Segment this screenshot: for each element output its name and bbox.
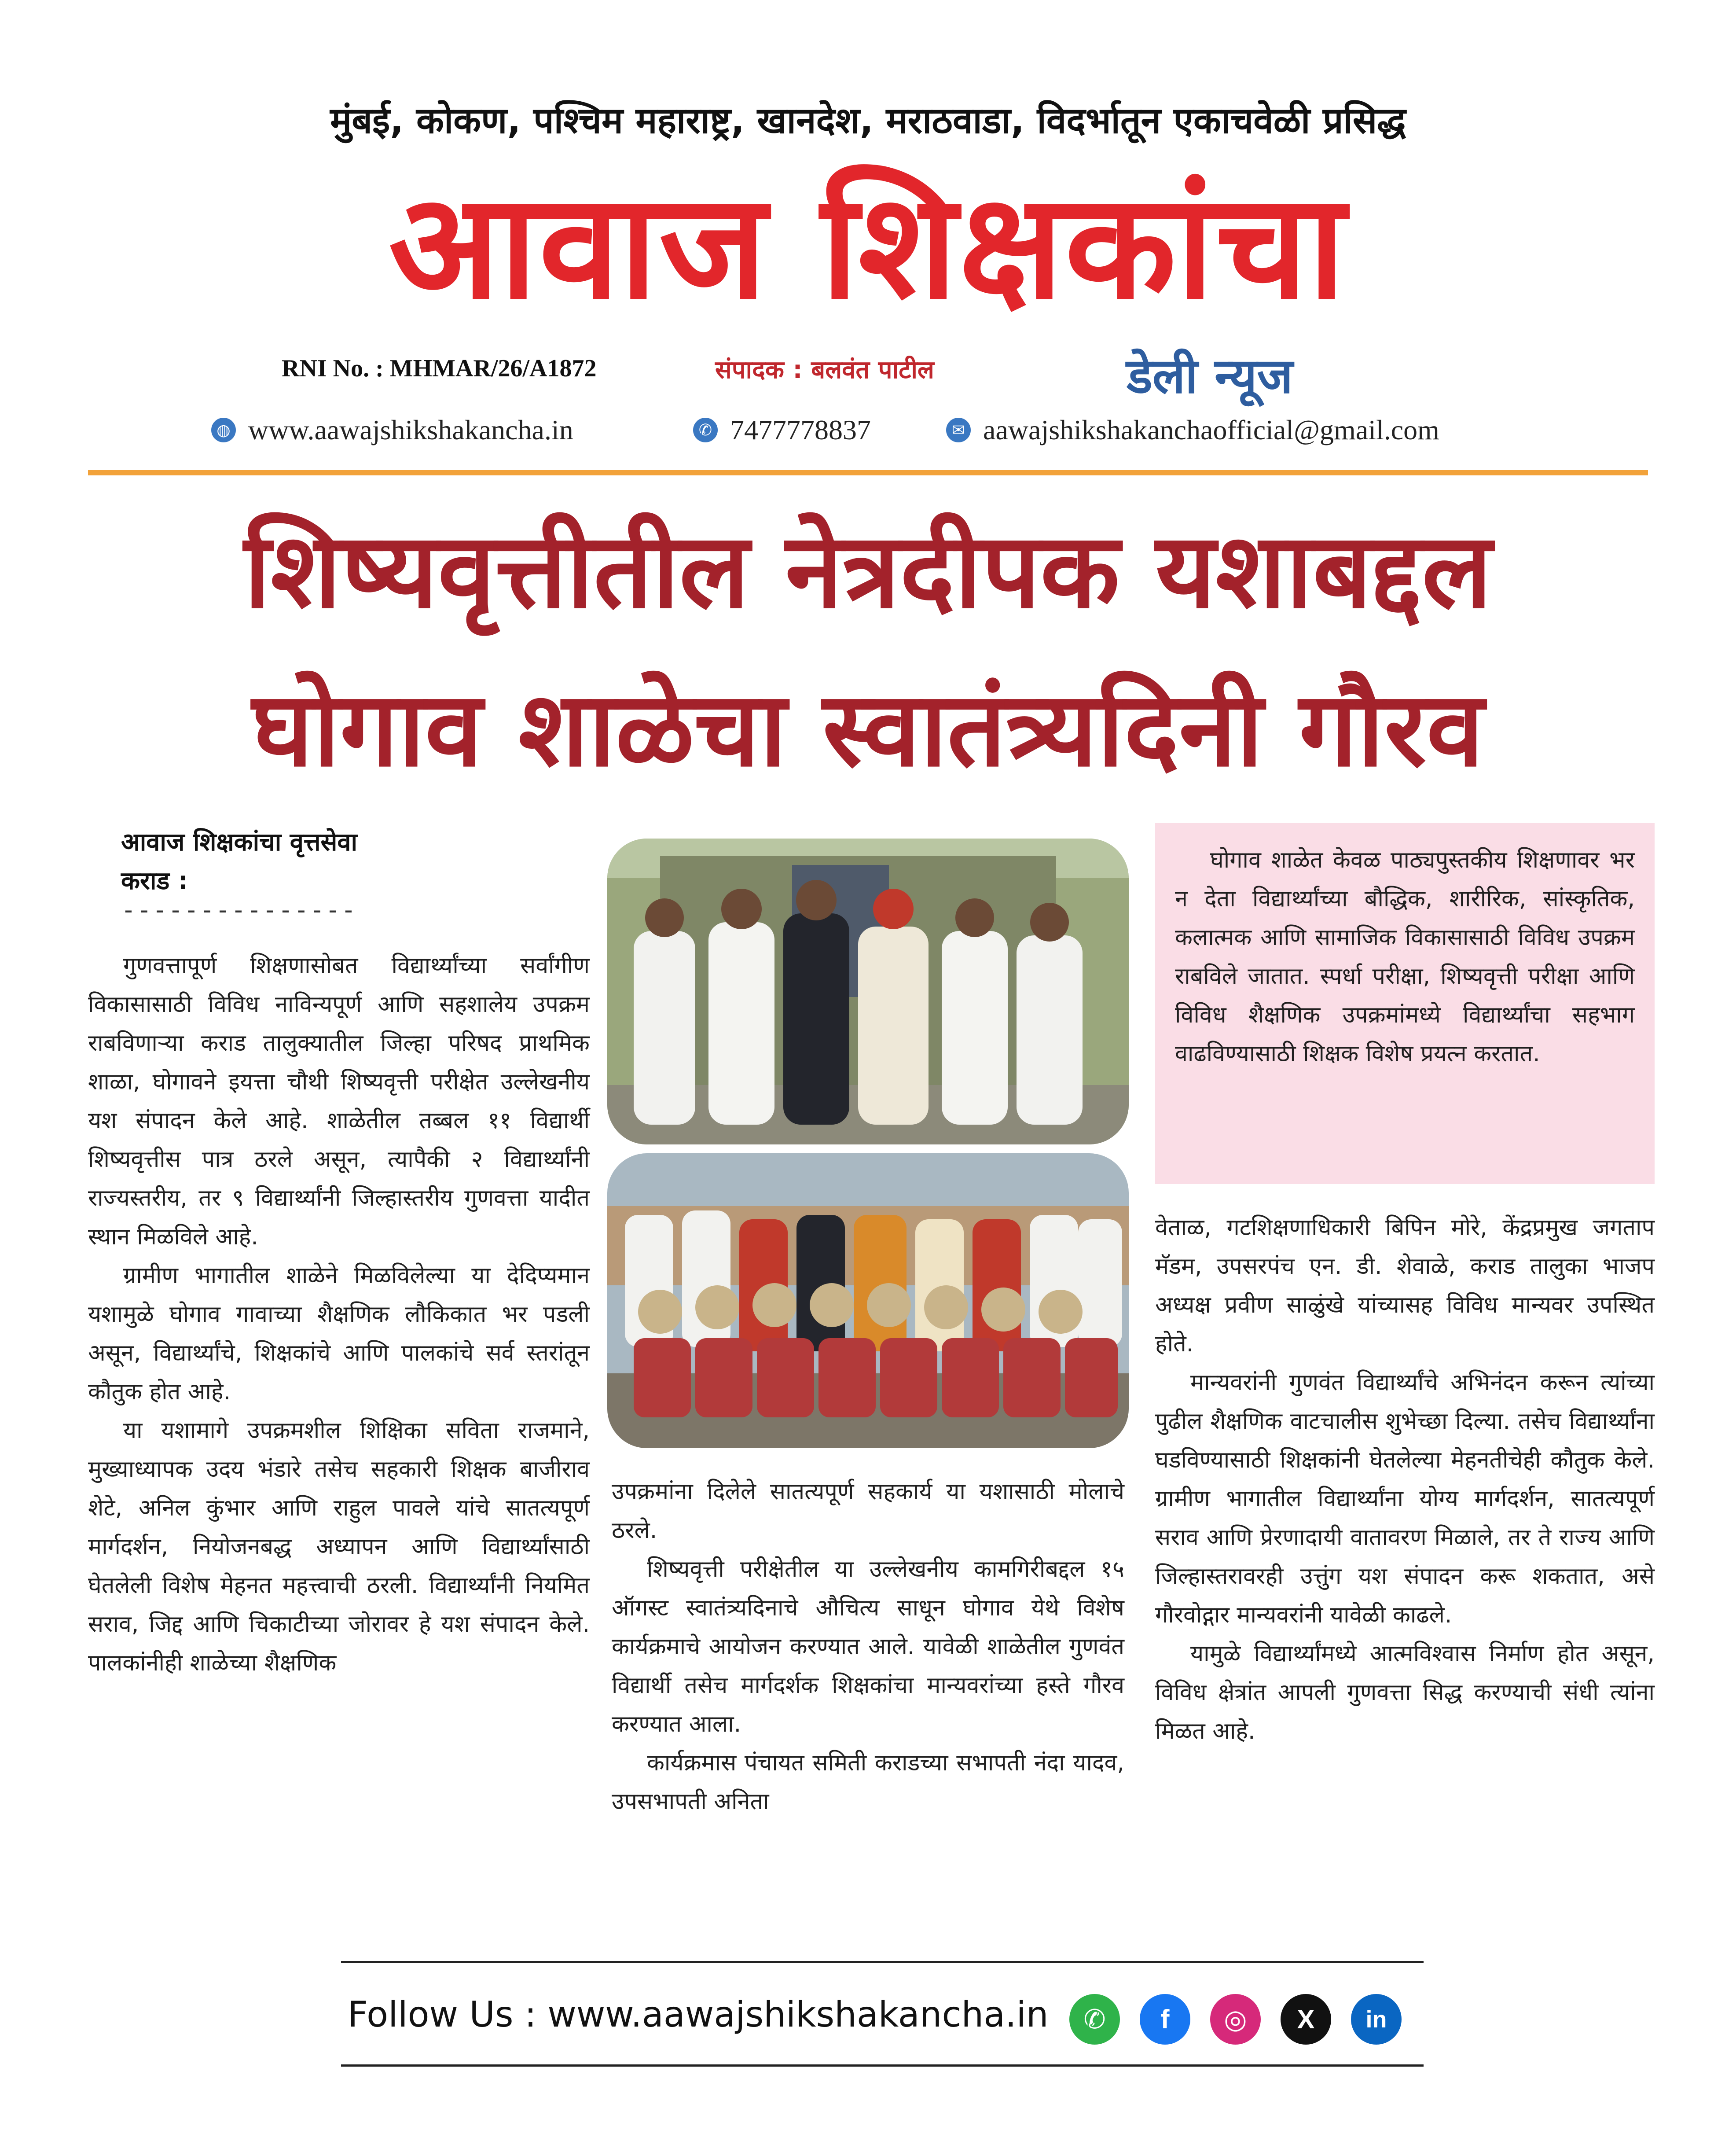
phone-icon: ✆ <box>693 418 718 442</box>
byline <box>121 823 357 901</box>
byline-separator: --------------- <box>121 896 357 924</box>
rni-number: RNI No. : MHMAR/26/A1872 <box>282 355 597 382</box>
instagram-icon[interactable]: ◎ <box>1210 1994 1261 2045</box>
headline-line-1: शिष्यवृत्तीतील नेत्रदीपक यशाबद्दल <box>244 511 1492 631</box>
paragraph: मान्यवरांनी गुणवंत विद्यार्थ्यांचे अभिनंदन करून त्यांच्या पुढील शैक्षणिक वाटचालीस शुभेच्छा दिल्या. तसेच विद्यार्थ्यांना घडविण्यासाठी शिक्षकांनी घेतलेल्या मेहनतीचेही कौतुक केले. ग्रामीण भागातील विद्यार्थ्यांना योग्य मार्गदर्शन, सातत्यपूर्ण सराव आणि प्रेरणादायी वातावरण मिळाले, तर ते राज्य आणि जिल्हास्तरावरही उत्तुंग यश संपादन करू शकतात, असे गौरवोद्गार मान्यवरांनी यावेळी काढले. <box>1155 1369 1655 1628</box>
follow-us[interactable]: Follow Us : www.aawajshikshakancha.in <box>348 1994 1049 2035</box>
edition-label: डेली न्यूज <box>1127 348 1293 404</box>
article-column-2 <box>612 1472 1124 1821</box>
header-divider <box>88 470 1648 475</box>
byline-location: कराड : <box>121 867 188 895</box>
website-link[interactable]: www.aawajshikshakancha.in <box>248 414 573 445</box>
tagline: मुंबई, कोकण, पश्चिम महाराष्ट्र, खानदेश, मराठवाडा, विदर्भातून एकाचवेळी प्रसिद्ध <box>330 100 1406 142</box>
article-column-1 <box>88 946 590 1682</box>
email-icon: ✉ <box>946 418 971 442</box>
footer-rule-top <box>341 1961 1424 1963</box>
paragraph: उपक्रमांना दिलेले सातत्यपूर्ण सहकार्य या यशासाठी मोलाचे ठरले. <box>612 1479 1124 1544</box>
whatsapp-icon[interactable]: ✆ <box>1069 1994 1120 2045</box>
highlight-text: घोगाव शाळेत केवळ पाठ्यपुस्तकीय शिक्षणावर भर न देता विद्यार्थ्यांच्या बौद्धिक, शारीरिक, सांस्कृतिक, कलात्मक आणि सामाजिक विकासासाठी विविध उपक्रम राबविले जातात. स्पर्धा परीक्षा, शिष्यवृत्ती परीक्षा आणि विविध शैक्षणिक उपक्रमांमध्ये विद्यार्थ्यांचा सहभाग वाढविण्यासाठी शिक्षक विशेष प्रयत्न करतात. <box>1175 847 1635 1067</box>
paragraph: शिष्यवृत्ती परीक्षेतील या उल्लेखनीय कामगिरीबद्दल १५ ऑगस्ट स्वातंत्र्यदिनाचे औचित्य साधून घोगाव येथे विशेष कार्यक्रमाचे आयोजन करण्यात आले. यावेळी शाळेतील गुणवंत विद्यार्थी तसेच मार्गदर्शक शिक्षकांचा मान्यवरांच्या हस्ते गौरव करण्यात आला. <box>612 1556 1124 1737</box>
masthead: आवाज शिक्षकांचा <box>389 162 1347 331</box>
linkedin-icon[interactable]: in <box>1351 1994 1402 2045</box>
facebook-icon[interactable]: f <box>1140 1994 1190 2045</box>
x-icon[interactable]: X <box>1281 1994 1331 2045</box>
byline-agency: आवाज शिक्षकांचा वृत्तसेवा <box>121 828 358 857</box>
paragraph: यामुळे विद्यार्थ्यांमध्ये आत्मविश्वास निर्माण होत असून, विविध क्षेत्रांत आपली गुणवत्ता सिद्ध करण्याची संधी त्यांना मिळत आहे. <box>1155 1641 1655 1744</box>
website-contact[interactable] <box>211 414 573 446</box>
paragraph: ग्रामीण भागातील शाळेने मिळविलेल्या या देदिप्यमान यशामुळे घोगाव गावाच्या शैक्षणिक लौकिकात भर पडली असून, विद्यार्थ्यांचे, शिक्षकांचे आणि पालकांचे सर्व स्तरांतून कौतुक होत आहे. <box>88 1262 590 1405</box>
phone-contact[interactable] <box>693 414 871 446</box>
email-address[interactable]: aawajshikshakanchaofficial@gmail.com <box>983 414 1439 445</box>
editor-name: संपादक : बलवंत पाटील <box>715 356 934 384</box>
paragraph: कार्यक्रमास पंचायत समिती कराडच्या सभापती नंदा यादव, उपसभापती अनिता <box>612 1750 1124 1815</box>
highlight-box <box>1155 823 1655 1184</box>
phone-number[interactable]: 7477778837 <box>730 414 871 445</box>
paragraph: वेताळ, गटशिक्षणाधिकारी बिपिन मोरे, केंद्रप्रमुख जगताप मॅडम, उपसरपंच एन. डी. शेवाळे, कराड तालुका भाजप अध्यक्ष प्रवीण साळुंखे यांच्यासह विविध मान्यवर उपस्थित होते. <box>1155 1214 1655 1357</box>
photo-students-ceremony <box>607 1153 1129 1448</box>
headline-line-2: घोगाव शाळेचा स्वातंत्र्यदिनी गौरव <box>252 670 1484 790</box>
paragraph: गुणवत्तापूर्ण शिक्षणासोबत विद्यार्थ्यांच्या सर्वांगीण विकासासाठी विविध नाविन्यपूर्ण आणि सहशालेय उपक्रम राबविणाऱ्या कराड तालुक्यातील जिल्हा परिषद प्राथमिक शाळा, घोगावने इयत्ता चौथी शिष्यवृत्ती परीक्षेत उल्लेखनीय यश संपादन केले आहे. शाळेतील तब्बल ११ विद्यार्थी शिष्यवृत्तीस पात्र ठरले असून, त्यापैकी २ विद्यार्थ्यांनी राज्यस्तरीय, तर ९ विद्यार्थ्यांनी जिल्हास्तरीय गुणवत्ता यादीत स्थान मिळविले आहे. <box>88 953 590 1250</box>
globe-icon: ◍ <box>211 418 236 442</box>
article-column-3 <box>1155 1208 1655 1751</box>
email-contact[interactable] <box>946 414 1439 446</box>
footer-rule-bottom <box>341 2064 1424 2067</box>
paragraph: या यशामागे उपक्रमशील शिक्षिका सविता राजमाने, मुख्याध्यापक उदय भंडारे तसेच सहकारी शिक्षक बाजीराव शेटे, अनिल कुंभार आणि राहुल पावले यांचे सातत्यपूर्ण मार्गदर्शन, नियोजनबद्ध अध्यापन आणि विद्यार्थ्यांसाठी घेतलेली विशेष मेहनत महत्त्वाची ठरली. विद्यार्थ्यांनी नियमित सराव, जिद्द आणि चिकाटीच्या जोरावर हे यश संपादन केले. पालकांनीही शाळेच्या शैक्षणिक <box>88 1417 590 1676</box>
photo-group-dignitaries <box>607 839 1129 1144</box>
